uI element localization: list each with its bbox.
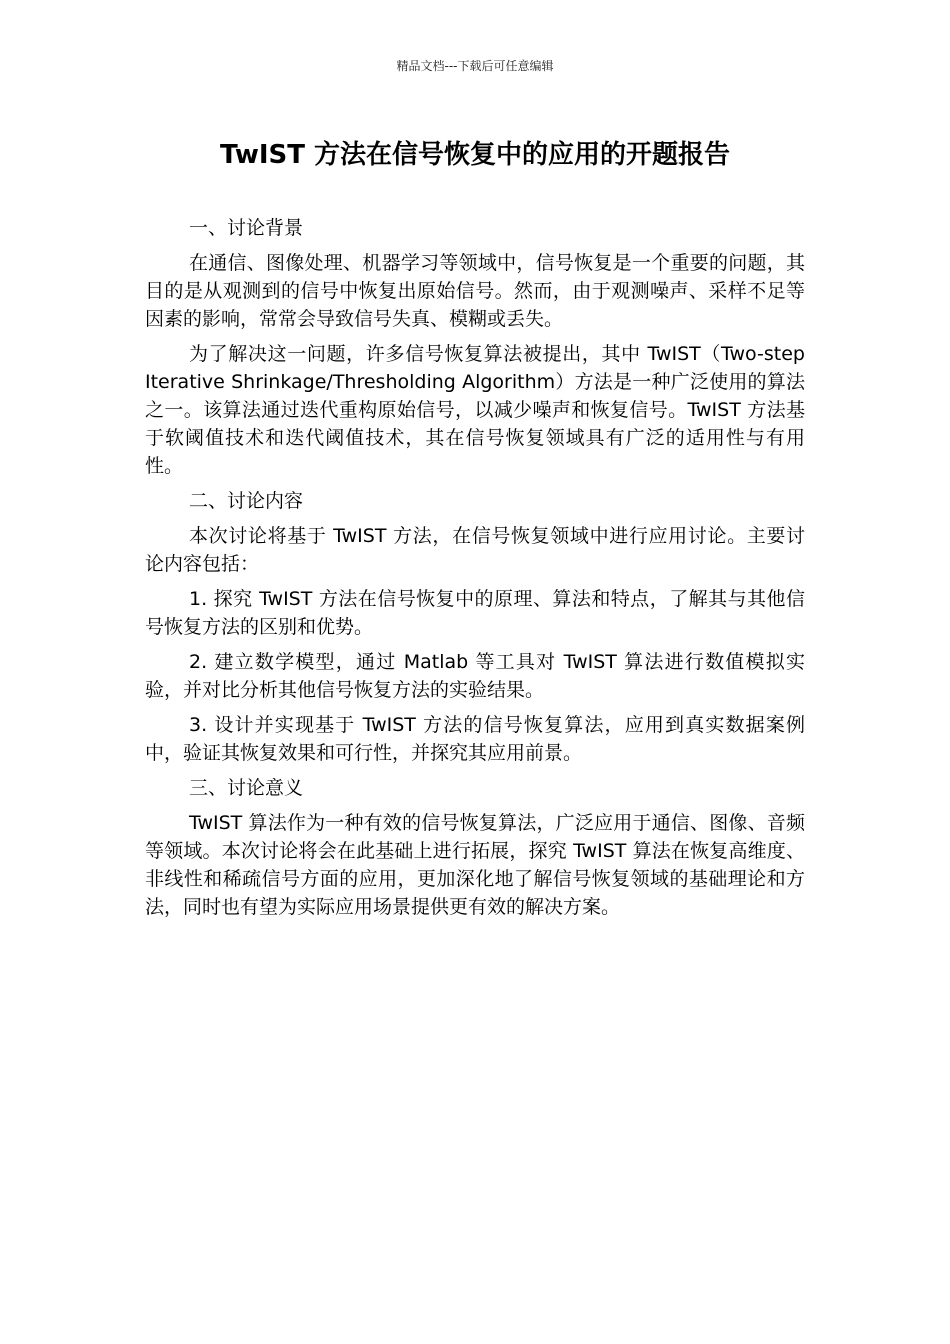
- paragraph-background-1: 在通信、图像处理、机器学习等领域中，信号恢复是一个重要的问题，其目的是从观测到的信号中恢复出原始信号。然而，由于观测噪声、采样不足等因素的影响，常常会导致信号失真、模糊或丢失。: [145, 252, 805, 330]
- paragraph-background-2: 为了解决这一问题，许多信号恢复算法被提出，其中 TwIST（Two-step Iterative Shrinkage/Thresholding Algorithm）方法是一种广泛使用的算法之一。该算法通过迭代重构原始信号，以减少噪声和恢复信号。TwIST 方法基于软阈值技术和迭代阈值技术，其在信号恢复领域具有广泛的适用性与有用性。: [145, 343, 805, 477]
- document-title: TwIST 方法在信号恢复中的应用的开题报告: [219, 140, 731, 170]
- list-item-content-3: 3. 设计并实现基于 TwIST 方法的信号恢复算法，应用到真实数据案例中，验证其恢复效果和可行性，并探究其应用前景。: [145, 714, 805, 764]
- paragraph-significance: TwIST 算法作为一种有效的信号恢复算法，广泛应用于通信、图像、音频等领域。本次讨论将会在此基础上进行拓展，探究 TwIST 算法在恢复高维度、非线性和稀疏信号方面的应用，更加深化地了解信号恢复领域的基础理论和方法，同时也有望为实际应用场景提供更有效的解决方案。: [145, 812, 805, 918]
- list-item-content-2: 2. 建立数学模型，通过 Matlab 等工具对 TwIST 算法进行数值模拟实验，并对比分析其他信号恢复方法的实验结果。: [145, 651, 805, 701]
- section-heading-significance: 三、讨论意义: [189, 777, 304, 799]
- list-item-content-1: 1. 探究 TwIST 方法在信号恢复中的原理、算法和特点，了解其与其他信号恢复方法的区别和优势。: [145, 588, 805, 638]
- paragraph-content-intro: 本次讨论将基于 TwIST 方法，在信号恢复领域中进行应用讨论。主要讨论内容包括：: [145, 525, 805, 575]
- page-header-note: 精品文档---下载后可任意编辑: [396, 59, 554, 73]
- section-heading-content: 二、讨论内容: [189, 490, 304, 512]
- section-heading-background: 一、讨论背景: [189, 217, 304, 239]
- document-body: [145, 214, 805, 928]
